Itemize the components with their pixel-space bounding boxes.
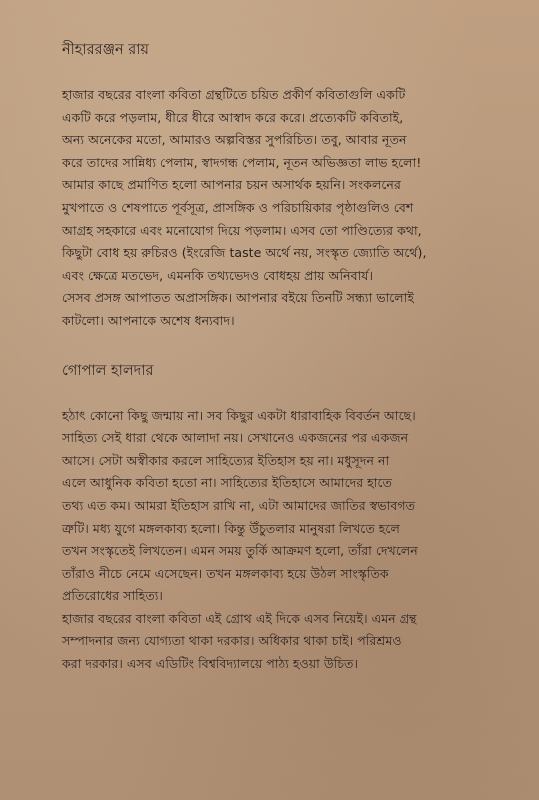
review-line: সেসব প্রসঙ্গ আপাতত অপ্রাসঙ্গিক। আপনার বইয়ে তিনটি সন্ধ্যা ভালোই [62,290,414,306]
review-line: হাজার বছরের বাংলা কবিতা গ্রন্থটিতে চয়িত প্রকীর্ণ কবিতাগুলি একটি [62,87,406,102]
review-text [62,405,482,676]
review-line: হঠাৎ কোনো কিছু জন্মায় না। সব কিছুর একটা ধারাবাহিক বিবর্তন আছে। [62,407,416,423]
review-line: এবং ক্ষেত্রে মতভেদ, এমনকি তথ্যভেদও বোধহয় প্রায় অনিবার্য। [62,267,374,283]
review-line: করে তাদের সান্নিধ্য পেলাম, স্বাদগন্ধ পেলাম, নূতন অভিজ্ঞতা লাভ হলো! [62,154,422,170]
review-line: করা দরকার। এসব এডিটিং বিশ্ববিদ্যালয়ে পাঠ্য হওয়া উচিত। [62,656,358,672]
review-section-1 [62,40,482,333]
review-line: প্রতিরোধের সাহিত্য। [62,588,163,604]
review-line: হাজার বছরের বাংলা কবিতা এই গ্রোথ এই দিকে এসব নিয়েই। এমন গ্রন্থ [62,610,417,626]
review-line: ত্রুটি। মধ্য যুগে মঙ্গলকাব্য হলো। কিন্তু উঁচুতলার মানুষরা লিখতে হলে [62,520,400,536]
review-line: তথ্য এত কম। আমরা ইতিহাস রাখি না, এটা আমাদের জাতির স্বভাবগত [62,497,416,513]
review-section-2 [62,361,482,676]
review-line: সম্পাদনার জন্য যোগ্যতা থাকা দরকার। অধিকার থাকা চাই। পরিশ্রমও [62,633,402,649]
review-line: আমার কাছে প্রমাণিত হলো আপনার চয়ন অসার্থক হয়নি। সংকলনের [62,177,401,193]
review-line: তখন সংস্কৃতেই লিখতেন। এমন সময় তুর্কি আক্রমণ হলো, তাঁরা দেখলেন [62,543,418,559]
reviewer-name: নীহাররঞ্জন রায় [62,42,149,58]
review-line: তাঁরাও নীচে নেমে এসেছেন। তখন মঙ্গলকাব্য হয়ে উঠল সাংস্কৃতিক [62,565,389,581]
review-line: সাহিত্য সেই ধারা থেকে আলাদা নয়। সেখানেও একজনের পর একজন [62,430,409,446]
book-back-cover [62,40,482,676]
review-line: আগ্রহ সহকারে এবং মনোযোগ দিয়ে পড়লাম। এসব তো পাণ্ডিত্যের কথা, [62,222,422,238]
review-line: কাটলো। আপনাকে অশেষ ধন্যবাদ। [62,312,235,328]
review-text [62,84,482,333]
review-line: এলে আধুনিক কবিতা হতো না। সাহিত্যের ইতিহাসে আমাদের হাতে [62,475,392,491]
reviewer-name: গোপাল হালদার [62,362,154,379]
review-line: অন্য অনেকের মতো, আমারও অল্পবিস্তর সুপরিচিত। তবু, আবার নূতন [62,132,407,148]
review-line: কিছুটা বোধ হয় রুচিরও (ইংরেজি taste অর্থে নয়, সংস্কৃত জ্যোতি অর্থে), [62,245,427,261]
review-line: একটি করে পড়লাম, ধীরে ধীরে আস্বাদ করে করে। প্রত্যেকটি কবিতাই, [62,109,404,125]
review-line: আসে। সেটা অস্বীকার করলে সাহিত্যের ইতিহাস হয় না। মধুসূদন না [62,452,390,468]
review-line: মুখপাতে ও শেষপাতে পূর্বসূত্র, প্রাসঙ্গিক ও পরিচায়িকার পৃষ্ঠাগুলিও বেশ [62,199,414,215]
